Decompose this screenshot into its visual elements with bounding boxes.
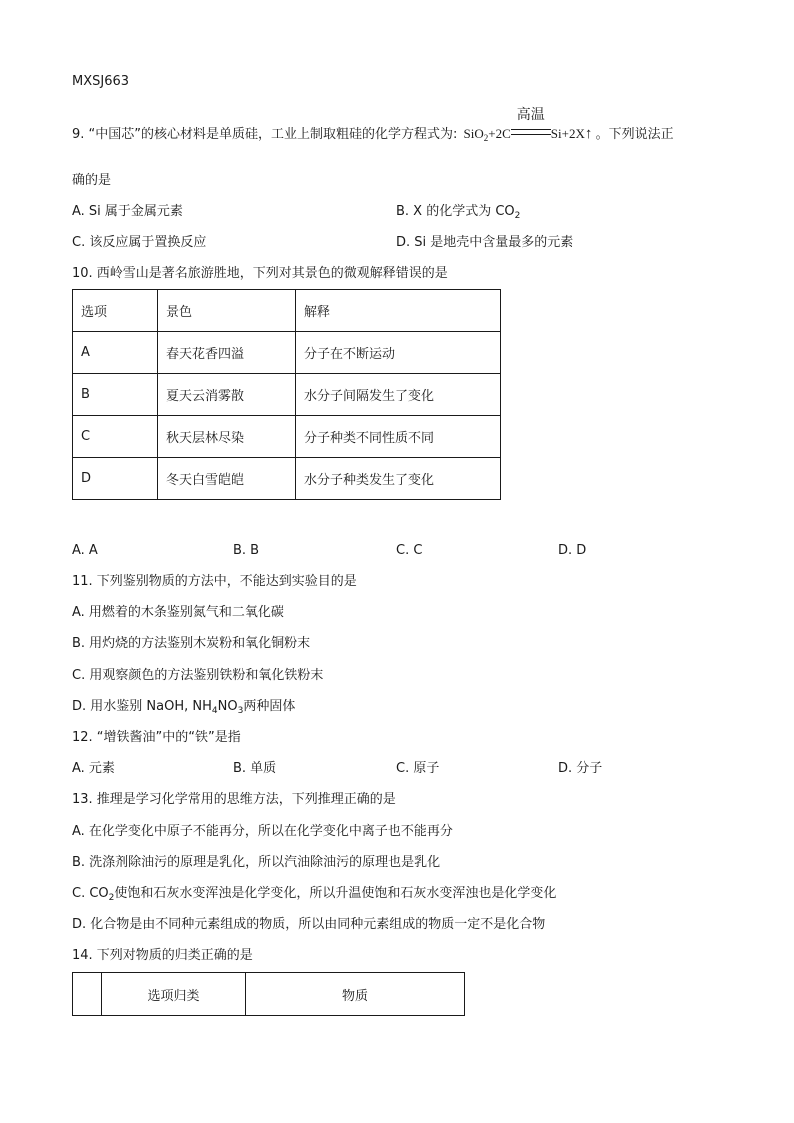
table-cell: A — [73, 332, 158, 374]
table-header-row — [73, 973, 465, 1016]
q12-option-d: D. 分子 — [558, 761, 603, 776]
q9-option-b: B. X 的化学式为 $CO_2$ — [396, 204, 521, 221]
question-9-stem-continued: 确的是 — [72, 173, 112, 188]
table-header-cell: 选项归类 — [102, 973, 246, 1016]
question-9-text-after: 。下列说法正 — [595, 127, 674, 142]
q12-option-a: A. 元素 — [72, 761, 115, 776]
table-header-row — [73, 290, 501, 332]
table-cell: C — [73, 416, 158, 458]
table-row — [73, 416, 501, 458]
question-12-stem: 12. “增铁酱油”中的“铁”是指 — [72, 730, 241, 745]
question-11-stem: 11. 下列鉴别物质的方法中，不能达到实验目的是 — [72, 574, 357, 589]
question-14-table — [72, 972, 465, 1016]
table-header-cell — [73, 973, 102, 1016]
table-cell: D — [73, 458, 158, 500]
q12-option-b: B. 单质 — [233, 761, 277, 776]
reaction-condition: 高温 — [511, 125, 551, 143]
table-cell: 水分子种类发生了变化 — [296, 458, 501, 500]
table-header-cell: 景色 — [158, 290, 296, 332]
q13-option-b: B. 洗涤剂除油污的原理是乳化，所以汽油除油污的原理也是乳化 — [72, 855, 441, 870]
q11-option-b: B. 用灼烧的方法鉴别木炭粉和氧化铜粉末 — [72, 636, 311, 651]
question-14-stem: 14. 下列对物质的归类正确的是 — [72, 948, 253, 963]
table-header-cell: 解释 — [296, 290, 501, 332]
q9-option-a: A. Si 属于金属元素 — [72, 204, 183, 219]
gas-arrow-icon: ↑ — [584, 126, 593, 142]
question-9-stem — [72, 108, 674, 144]
table-cell: 春天花香四溢 — [158, 332, 296, 374]
table-row — [73, 332, 501, 374]
table-cell: 水分子间隔发生了变化 — [296, 374, 501, 416]
chemical-equation: SiO$_2$+2C 高温 Si+2X↑ — [463, 108, 593, 143]
question-13-stem: 13. 推理是学习化学常用的思维方法，下列推理正确的是 — [72, 792, 396, 807]
document-code: MXSJ663 — [72, 74, 130, 89]
equals-sign — [511, 129, 551, 135]
table-cell: 分子种类不同性质不同 — [296, 416, 501, 458]
table-cell: 冬天白雪皑皑 — [158, 458, 296, 500]
q10-option-b: B. B — [233, 543, 260, 558]
q10-option-c: C. C — [396, 543, 423, 558]
q12-option-c: C. 原子 — [396, 761, 440, 776]
q13-option-a: A. 在化学变化中原子不能再分，所以在化学变化中离子也不能再分 — [72, 824, 453, 839]
table-header-cell: 物质 — [246, 973, 465, 1016]
table-row — [73, 374, 501, 416]
table-cell: 分子在不断运动 — [296, 332, 501, 374]
q11-option-d: D. 用水鉴别 NaOH, $NH_4NO_3$两种固体 — [72, 699, 296, 716]
q9-option-d: D. Si 是地壳中含量最多的元素 — [396, 235, 574, 250]
question-10-stem: 10. 西岭雪山是著名旅游胜地，下列对其景色的微观解释错误的是 — [72, 266, 448, 281]
table-header-cell: 选项 — [73, 290, 158, 332]
q10-option-a: A. A — [72, 543, 98, 558]
table-cell: 夏天云消雾散 — [158, 374, 296, 416]
table-cell: B — [73, 374, 158, 416]
question-9-text: 9. “中国芯”的核心材料是单质硅，工业上制取粗硅的化学方程式为: — [72, 127, 458, 142]
q9-option-c: C. 该反应属于置换反应 — [72, 235, 207, 250]
q10-option-d: D. D — [558, 543, 587, 558]
q11-option-c: C. 用观察颜色的方法鉴别铁粉和氧化铁粉末 — [72, 668, 324, 683]
table-row — [73, 458, 501, 500]
q13-option-c: C. $CO_2$使饱和石灰水变浑浊是化学变化，所以升温使饱和石灰水变浑浊也是化学变化 — [72, 886, 557, 903]
question-10-table — [72, 289, 501, 500]
table-cell: 秋天层林尽染 — [158, 416, 296, 458]
q13-option-d: D. 化合物是由不同种元素组成的物质，所以由同种元素组成的物质一定不是化合物 — [72, 917, 546, 932]
q11-option-a: A. 用燃着的木条鉴别氮气和二氧化碳 — [72, 605, 284, 620]
